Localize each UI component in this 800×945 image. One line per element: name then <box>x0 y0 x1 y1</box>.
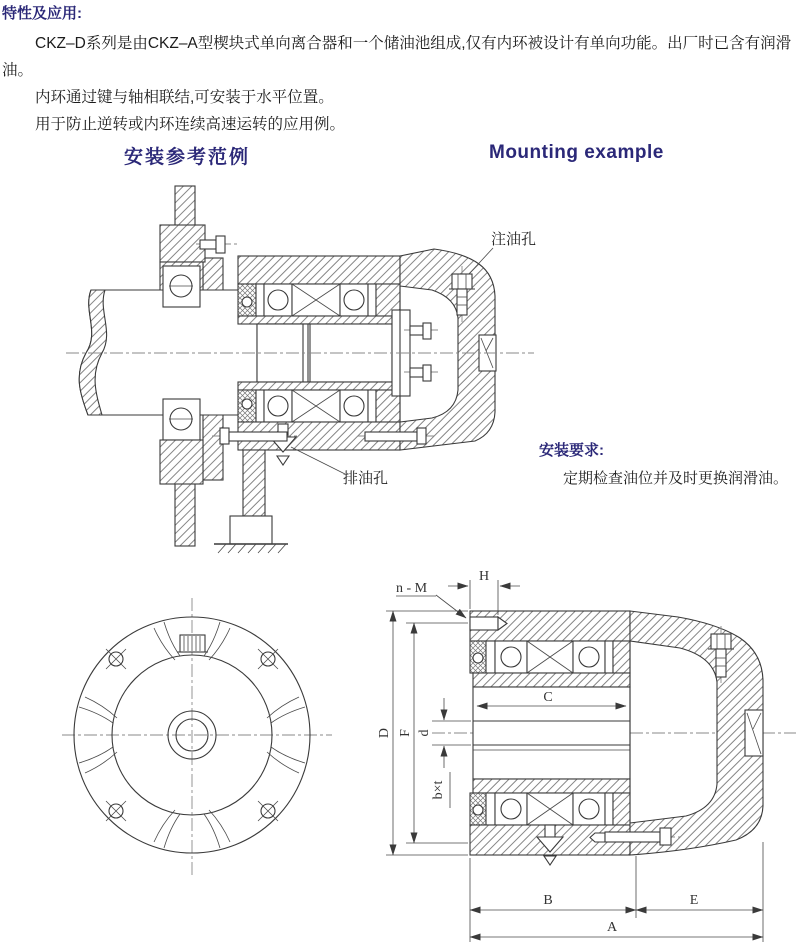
oil-fill-label: 注油孔 <box>491 232 537 248</box>
dim-H: H <box>478 569 490 584</box>
dim-D: D <box>377 727 392 739</box>
oil-drain-label: 排油孔 <box>343 471 389 487</box>
shaft <box>79 290 257 415</box>
heading-mounting-example-en: Mounting example <box>489 142 664 163</box>
dim-B: B <box>543 893 553 908</box>
dim-A: A <box>606 920 618 935</box>
features-paragraph-1: CKZ–D系列是由CKZ–A型楔块式单向离合器和一个储油池组成,仅有内环被设计有单向功能。出厂时已含有润滑油。 <box>2 35 792 79</box>
dim-keyway: b×t <box>431 780 446 800</box>
front-view-drawing <box>50 588 350 888</box>
dim-C: C <box>543 690 553 705</box>
clutch-section <box>470 611 630 855</box>
features-title: 特性及应用: <box>2 5 82 22</box>
dim-d: d <box>417 729 432 737</box>
thread-hole <box>470 617 498 630</box>
support-pillar <box>214 450 288 553</box>
install-requirements <box>539 439 799 488</box>
support-bearing-lower <box>160 399 203 484</box>
install-requirements-body: 定期检查油位并及时更换润滑油。 <box>563 470 789 487</box>
oil-reservoir-housing <box>400 249 496 450</box>
heading-mounting-example-zh: 安装参考范例 <box>124 147 251 168</box>
top-plug <box>177 635 208 652</box>
mounting-drawing <box>60 178 540 568</box>
dim-E: E <box>689 893 699 908</box>
features-paragraph-3: 用于防止逆转或内环连续高速运转的应用例。 <box>35 116 346 133</box>
cross-section-drawing <box>378 558 800 945</box>
features-section <box>2 2 798 138</box>
install-requirements-title: 安装要求: <box>539 442 604 459</box>
support-bearing-upper <box>163 266 200 307</box>
dim-thread-holes: n - M <box>396 581 428 596</box>
dim-F: F <box>398 729 413 737</box>
features-paragraph-2: 内环通过键与轴相联结,可安装于水平位置。 <box>35 89 334 106</box>
